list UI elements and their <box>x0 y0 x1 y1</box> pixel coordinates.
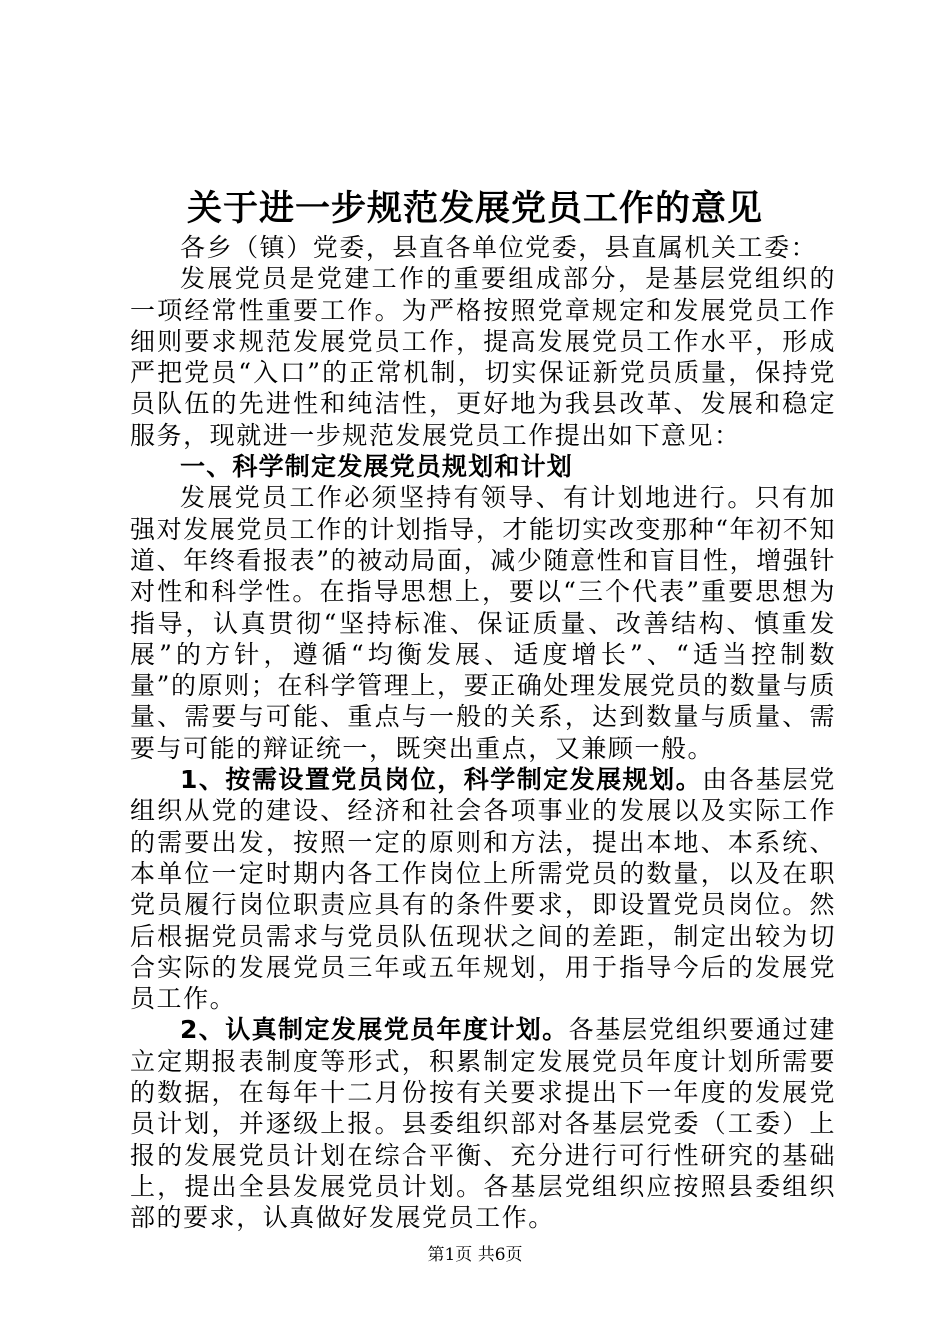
page-footer <box>0 1244 950 1266</box>
item-1-paragraph <box>130 764 836 1014</box>
item-2-lead: 2、认真制定发展党员年度计划。 <box>180 1015 569 1045</box>
salutation: 各乡（镇）党委，县直各单位党委，县直属机关工委： <box>180 233 818 262</box>
item-2-body: 各基层党组织要通过建立定期报表制度等形式，积累制定发展党员年度计划所需要的数据，在每年十二月份按有关要求提出下一年度的发展党员计划，并逐级上报。县委组织部对各基层党委（工委）上报的发展党员计划在综合平衡、充分进行可行性研究的基础上，提出全县发展党员计划。各基层党组织应按照县委组织部的要求，认真做好发展党员工作。 <box>130 1015 836 1233</box>
item-1-body: 由各基层党组织从党的建设、经济和社会各项事业的发展以及实际工作的需要出发，按照一定的原则和方法，提出本地、本系统、本单位一定时期内各工作岗位上所需党员的数量，以及在职党员履行岗位职责应具有的条件要求，即设置党员岗位。然后根据党员需求与党员队伍现状之间的差距，制定出较为切合实际的发展党员三年或五年规划，用于指导今后的发展党员工作。 <box>130 765 836 1014</box>
page-total: 共6页 <box>477 1245 523 1265</box>
section-heading: 一、科学制定发展党员规划和计划 <box>180 452 574 482</box>
document-title: 关于进一步规范发展党员工作的意见 <box>186 188 763 229</box>
item-2-paragraph <box>130 1014 836 1233</box>
item-1-lead: 1、按需设置党员岗位，科学制定发展规划。 <box>180 765 703 795</box>
page-number: 第1页 <box>427 1245 473 1265</box>
intro-paragraph: 发展党员是党建工作的重要组成部分，是基层党组织的一项经常性重要工作。为严格按照党章规定和发展党员工作细则要求规范发展党员工作，提高发展党员工作水平，形成严把党员“入口”的正常机制，切实保证新党员质量，保持党员队伍的先进性和纯洁性，更好地为我县改革、发展和稳定服务，现就进一步规范发展党员工作提出如下意见： <box>130 264 836 450</box>
document-body <box>130 232 836 1234</box>
section-paragraph: 发展党员工作必须坚持有领导、有计划地进行。只有加强对发展党员工作的计划指导，才能切实改变那种“年初不知道、年终看报表”的被动局面，减少随意性和盲目性，增强针对性和科学性。在指导思想上，要以“三个代表”重要思想为指导，认真贯彻“坚持标准、保证质量、改善结构、慎重发展”的方针，遵循“均衡发展、适度增长”、“适当控制数量”的原则；在科学管理上，要正确处理发展党员的数量与质量、需要与可能、重点与一般的关系，达到数量与质量、需要与可能的辩证统一，既突出重点，又兼顾一般。 <box>130 483 836 763</box>
